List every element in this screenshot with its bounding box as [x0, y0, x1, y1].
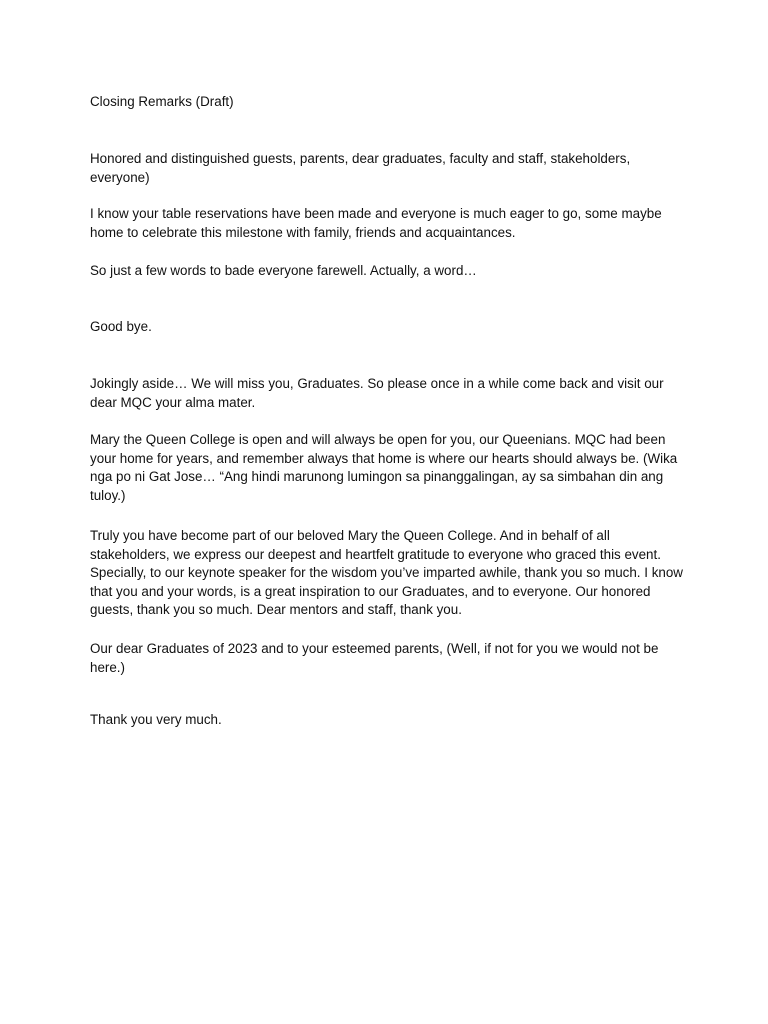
paragraph-jokingly: Jokingly aside… We will miss you, Graduates. So please once in a while come back and visit our dear MQC your alma mater. — [90, 376, 664, 410]
paragraph-mqc-home: Mary the Queen College is open and will always be open for you, our Queenians. MQC had been your home for years, and remember always that home is where our hearts should always be. (Wika nga po ni Gat Jose… “Ang hindi marunong lumingon sa pinanggalingan, ay sa simbahan din ang tuloy.) — [90, 432, 678, 503]
paragraph-greeting: Honored and distinguished guests, parents, dear graduates, faculty and staff, stakeholders, everyone) — [90, 151, 631, 185]
paragraph-reservations: I know your table reservations have been made and everyone is much eager to go, some maybe home to celebrate this milestone with family, friends and acquaintances. — [90, 206, 662, 240]
paragraph-gratitude: Truly you have become part of our beloved Mary the Queen College. And in behalf of all stakeholders, we express our deepest and heartfelt gratitude to everyone who graced this event. Specially, to our keynote speaker for the wisdom you’ve imparted awhile, thank you so much. I know that you and your words, is a great inspiration to our Graduates, and to everyone. Our honored guests, thank you so much. Dear mentors and staff, thank you. — [90, 528, 683, 617]
paragraph-graduates: Our dear Graduates of 2023 and to your esteemed parents, (Well, if not for you we would not be here.) — [90, 641, 659, 675]
document-title: Closing Remarks (Draft) — [90, 94, 234, 109]
paragraph-farewell: So just a few words to bade everyone farewell. Actually, a word… — [90, 263, 477, 278]
paragraph-thank-you: Thank you very much. — [90, 712, 222, 727]
paragraph-goodbye: Good bye. — [90, 319, 152, 334]
